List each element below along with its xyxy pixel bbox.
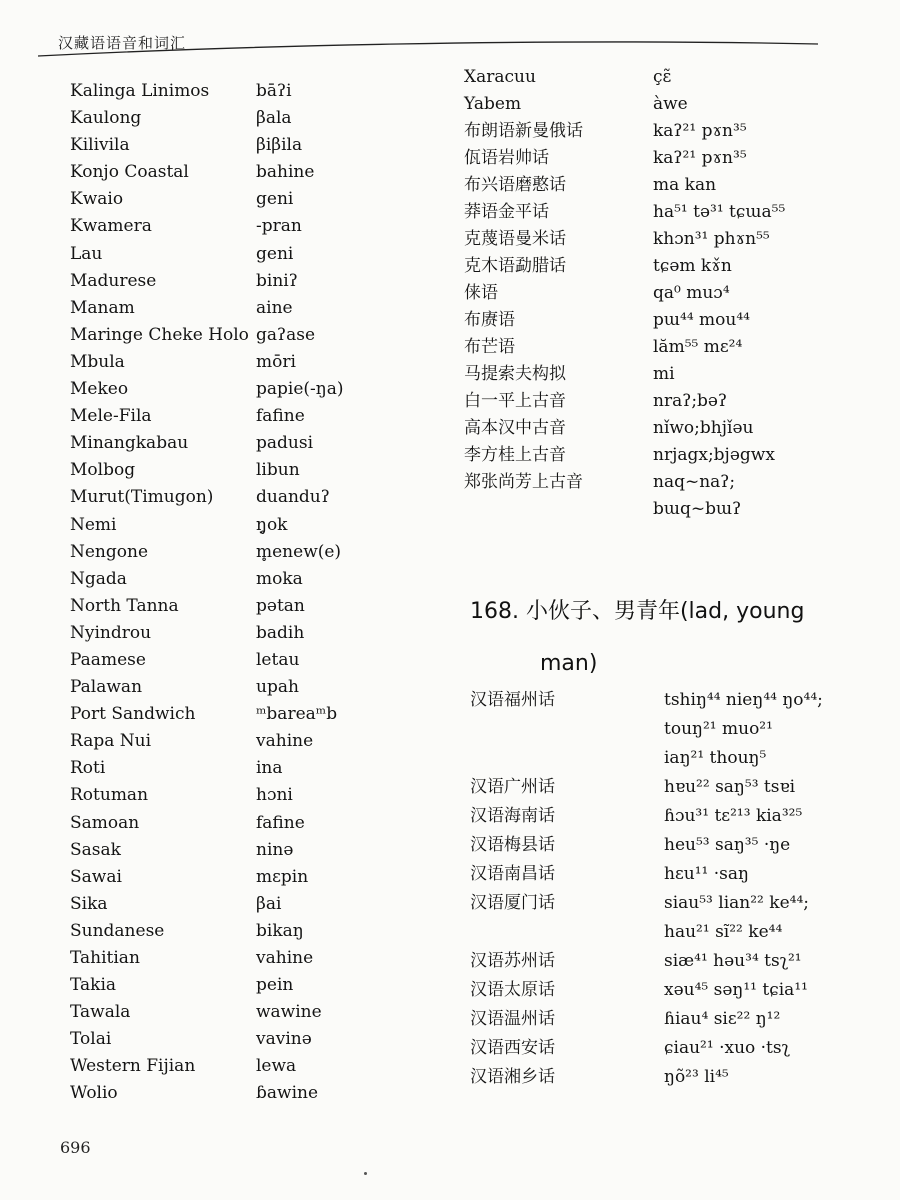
language-name: Xaracuu bbox=[464, 67, 536, 87]
entry-row bbox=[470, 686, 890, 715]
word-form: tshiŋ⁴⁴ nieŋ⁴⁴ ŋo⁴⁴; bbox=[664, 690, 823, 710]
word-form: hɔni bbox=[256, 785, 293, 806]
language-name: Takia bbox=[70, 975, 117, 996]
entry-row bbox=[70, 999, 450, 1026]
section-heading-line-1: 168. 小伙子、男青年(lad, young bbox=[470, 599, 805, 624]
word-form: iaŋ²¹ thouŋ⁵ bbox=[664, 748, 767, 768]
language-name: Mekeo bbox=[70, 379, 129, 400]
word-form: upah bbox=[256, 677, 299, 698]
language-name: 汉语西安话 bbox=[470, 1038, 555, 1058]
word-form: bikaŋ bbox=[256, 920, 304, 941]
word-form: bahine bbox=[256, 162, 315, 183]
word-form: mɛpin bbox=[256, 866, 309, 887]
entry-row bbox=[470, 1034, 890, 1063]
word-form: heu⁵³ saŋ³⁵ ·ŋe bbox=[664, 835, 791, 855]
language-name: 汉语苏州话 bbox=[470, 951, 555, 971]
entry-row bbox=[464, 496, 884, 523]
word-form: kaʔ²¹ pɤn³⁵ bbox=[653, 121, 747, 141]
word-form: letau bbox=[256, 649, 300, 670]
language-name: Kilivila bbox=[70, 135, 130, 156]
word-form: bāʔi bbox=[256, 81, 292, 101]
entry-row bbox=[70, 430, 450, 457]
entry-row bbox=[464, 388, 884, 415]
entry-row bbox=[464, 361, 884, 388]
language-name: Kaulong bbox=[70, 108, 142, 129]
page-header bbox=[0, 0, 900, 56]
entry-row bbox=[470, 947, 890, 976]
language-name: Nyindrou bbox=[70, 622, 152, 643]
entry-row bbox=[470, 831, 890, 860]
word-form: papie(-ŋa) bbox=[256, 379, 344, 400]
word-form: qa⁰ muɔ⁴ bbox=[653, 283, 730, 303]
word-form: duanduʔ bbox=[256, 487, 330, 508]
language-name: Wolio bbox=[70, 1083, 118, 1104]
word-form: vahine bbox=[256, 731, 314, 752]
language-name: 佤语岩帅话 bbox=[464, 148, 549, 168]
entry-row bbox=[70, 972, 450, 999]
section-heading-168 bbox=[470, 586, 870, 690]
word-form: ɦiau⁴ siɛ²² ŋ¹² bbox=[664, 1009, 781, 1029]
entry-row bbox=[464, 442, 884, 469]
entry-row bbox=[470, 715, 890, 744]
word-form: ŋõ²³ li⁴⁵ bbox=[664, 1067, 729, 1087]
entry-row bbox=[70, 376, 450, 403]
language-name: Samoan bbox=[70, 812, 140, 833]
word-form: lăm⁵⁵ mɛ²⁴ bbox=[653, 337, 743, 357]
entry-row bbox=[70, 566, 450, 593]
word-form: fafine bbox=[256, 406, 305, 427]
language-name: Madurese bbox=[70, 270, 157, 291]
entry-row bbox=[464, 91, 884, 118]
entry-row bbox=[464, 469, 884, 496]
entry-row bbox=[70, 241, 450, 268]
language-name: Molbog bbox=[70, 460, 136, 481]
language-name: Mbula bbox=[70, 351, 125, 372]
language-name: 布赓语 bbox=[464, 310, 515, 330]
entry-row bbox=[470, 744, 890, 773]
word-form: tɕəm kɤ̌n bbox=[653, 256, 732, 276]
word-form: naq~naʔ; bbox=[653, 472, 736, 492]
entry-row bbox=[470, 918, 890, 947]
word-form: biniʔ bbox=[256, 270, 298, 291]
entry-row bbox=[70, 647, 450, 674]
word-form: lewa bbox=[256, 1056, 297, 1077]
language-name: Nengone bbox=[70, 541, 149, 562]
word-form: geni bbox=[256, 243, 294, 264]
entry-row bbox=[464, 145, 884, 172]
entry-row bbox=[70, 864, 450, 891]
word-form: libun bbox=[256, 460, 300, 481]
entry-row bbox=[70, 593, 450, 620]
entry-row bbox=[70, 810, 450, 837]
language-name: 汉语温州话 bbox=[470, 1009, 555, 1029]
word-form: ha⁵¹ tə³¹ tɕɯa⁵⁵ bbox=[653, 202, 786, 222]
entry-row bbox=[70, 918, 450, 945]
entry-row bbox=[70, 512, 450, 539]
entry-row bbox=[70, 105, 450, 132]
word-form: hɐu²² saŋ⁵³ tsɐi bbox=[664, 777, 796, 797]
entry-row bbox=[464, 226, 884, 253]
entry-row bbox=[464, 172, 884, 199]
language-name: 汉语福州话 bbox=[470, 690, 555, 710]
stray-mark bbox=[364, 1172, 367, 1175]
language-name: 克蔑语曼米话 bbox=[464, 229, 566, 249]
word-form: badih bbox=[256, 622, 305, 643]
language-name: 汉语梅县话 bbox=[470, 835, 555, 855]
language-name: Rotuman bbox=[70, 785, 149, 806]
language-name: Paamese bbox=[70, 649, 146, 670]
page-number: 696 bbox=[60, 1138, 91, 1157]
word-form: ma kan bbox=[653, 175, 717, 195]
word-form: pɯ⁴⁴ mou⁴⁴ bbox=[653, 310, 750, 330]
entry-row bbox=[70, 268, 450, 295]
language-name: 汉语南昌话 bbox=[470, 864, 555, 884]
entry-row bbox=[464, 415, 884, 442]
language-name: 高本汉中古音 bbox=[464, 418, 566, 438]
language-name: Sasak bbox=[70, 839, 121, 860]
entry-row bbox=[70, 1026, 450, 1053]
word-form: βai bbox=[256, 893, 282, 914]
language-name: Sawai bbox=[70, 866, 122, 887]
word-form: ɓawine bbox=[256, 1083, 319, 1104]
word-form: wawine bbox=[256, 1002, 322, 1023]
language-name: Ngada bbox=[70, 568, 127, 589]
word-form: hɛu¹¹ ·saŋ bbox=[664, 864, 749, 884]
entry-row bbox=[470, 1063, 890, 1092]
language-name: 克木语勐腊话 bbox=[464, 256, 566, 276]
language-name: Sika bbox=[70, 893, 108, 914]
language-name: 马提索夫构拟 bbox=[464, 364, 566, 384]
entry-row bbox=[470, 1005, 890, 1034]
entry-row bbox=[70, 349, 450, 376]
word-form: çɛ̃ bbox=[653, 67, 672, 87]
entry-row bbox=[70, 674, 450, 701]
language-name: Nemi bbox=[70, 514, 117, 535]
word-form: touŋ²¹ muo²¹ bbox=[664, 719, 773, 739]
language-name: Tahitian bbox=[70, 948, 140, 968]
entry-row bbox=[464, 64, 884, 91]
word-form: bɯq~bɯʔ bbox=[653, 499, 742, 519]
word-form: ŋ̥ok bbox=[256, 514, 288, 535]
entry-row bbox=[70, 457, 450, 484]
entry-row bbox=[70, 945, 450, 972]
word-form: m̥enew(e) bbox=[256, 541, 342, 562]
language-name: Port Sandwich bbox=[70, 704, 196, 725]
word-form: geni bbox=[256, 189, 294, 210]
word-form: vahine bbox=[256, 948, 314, 968]
language-name: North Tanna bbox=[70, 595, 179, 616]
word-form: vavinə bbox=[256, 1029, 312, 1050]
language-list-left bbox=[70, 78, 450, 1108]
entry-row bbox=[70, 186, 450, 213]
entry-row bbox=[70, 484, 450, 511]
language-name: 俫语 bbox=[464, 283, 498, 303]
entry-row bbox=[70, 78, 450, 105]
word-form: βiβila bbox=[256, 135, 303, 156]
word-form: aine bbox=[256, 297, 293, 318]
entry-row bbox=[464, 118, 884, 145]
entry-row bbox=[464, 307, 884, 334]
entry-row bbox=[70, 322, 450, 349]
language-list-right-top bbox=[464, 64, 884, 523]
entry-row bbox=[70, 1080, 450, 1107]
language-name: Lau bbox=[70, 243, 103, 264]
language-name: Minangkabau bbox=[70, 433, 189, 454]
entry-row bbox=[70, 891, 450, 918]
language-name: Palawan bbox=[70, 677, 143, 698]
language-name: Murut(Timugon) bbox=[70, 487, 214, 508]
language-name: 汉语太原话 bbox=[470, 980, 555, 1000]
entry-row bbox=[70, 728, 450, 755]
word-form: mi bbox=[653, 364, 675, 384]
entry-row bbox=[70, 159, 450, 186]
word-form: mōri bbox=[256, 351, 296, 372]
language-name: 汉语厦门话 bbox=[470, 893, 555, 913]
entry-row bbox=[70, 295, 450, 322]
word-form: nǐwo;bhjǐəu bbox=[653, 418, 754, 438]
language-name: 汉语广州话 bbox=[470, 777, 555, 797]
entry-row bbox=[470, 889, 890, 918]
word-form: gaʔase bbox=[256, 324, 316, 345]
word-form: siæ⁴¹ həu³⁴ tsʅ²¹ bbox=[664, 951, 802, 971]
word-form: khɔn³¹ phɤn⁵⁵ bbox=[653, 229, 770, 249]
language-name: Western Fijian bbox=[70, 1056, 196, 1077]
entry-row bbox=[70, 403, 450, 430]
language-name: Konjo Coastal bbox=[70, 162, 189, 183]
word-form: ɕiau²¹ ·xuo ·tsʅ bbox=[664, 1038, 790, 1058]
word-form: hau²¹ sĩ²² ke⁴⁴ bbox=[664, 922, 783, 942]
language-name: 汉语海南话 bbox=[470, 806, 555, 826]
language-name: 郑张尚芳上古音 bbox=[464, 472, 583, 492]
entry-row bbox=[470, 976, 890, 1005]
entry-row bbox=[70, 701, 450, 728]
word-form: àwe bbox=[653, 94, 688, 114]
language-name: 莽语金平话 bbox=[464, 202, 549, 222]
word-form: fafine bbox=[256, 812, 305, 833]
word-form: nraʔ;bəʔ bbox=[653, 391, 728, 411]
entry-row bbox=[70, 837, 450, 864]
entry-row bbox=[70, 213, 450, 240]
section-heading-line-2: man) bbox=[540, 651, 598, 676]
word-form: ina bbox=[256, 758, 283, 779]
language-name: Kwaio bbox=[70, 189, 124, 210]
language-name: 汉语湘乡话 bbox=[470, 1067, 555, 1087]
entry-row bbox=[70, 132, 450, 159]
language-name: 布芒语 bbox=[464, 337, 515, 357]
language-name: Kwamera bbox=[70, 216, 152, 237]
word-form: ɦɔu³¹ tɛ²¹³ kia³²⁵ bbox=[664, 806, 803, 826]
language-name: Maringe Cheke Holo bbox=[70, 324, 249, 345]
word-form: siau⁵³ lian²² ke⁴⁴; bbox=[664, 893, 809, 913]
language-name: 白一平上古音 bbox=[464, 391, 566, 411]
word-form: -pran bbox=[256, 216, 302, 237]
language-name: 布兴语磨憨话 bbox=[464, 175, 566, 195]
word-form: padusi bbox=[256, 433, 314, 454]
word-form: ᵐbareaᵐb bbox=[256, 704, 338, 725]
entry-row bbox=[70, 782, 450, 809]
entry-row bbox=[464, 199, 884, 226]
entry-row bbox=[70, 1053, 450, 1080]
word-form: pein bbox=[256, 975, 294, 996]
language-list-right-bottom bbox=[470, 686, 890, 1092]
language-name: Mele-Fila bbox=[70, 406, 152, 427]
language-name: Tawala bbox=[70, 1002, 131, 1023]
entry-row bbox=[70, 620, 450, 647]
entry-row bbox=[470, 860, 890, 889]
language-name: Roti bbox=[70, 758, 106, 779]
word-form: nrjagx;bjəgwx bbox=[653, 445, 775, 465]
running-header-title: 汉藏语语音和词汇 bbox=[58, 34, 187, 52]
language-name: 布朗语新曼俄话 bbox=[464, 121, 583, 141]
entry-row bbox=[464, 334, 884, 361]
word-form: kaʔ²¹ pɤn³⁵ bbox=[653, 148, 747, 168]
word-form: moka bbox=[256, 568, 303, 589]
entry-row bbox=[464, 280, 884, 307]
word-form: ninə bbox=[256, 839, 294, 860]
language-name: Tolai bbox=[70, 1029, 112, 1050]
entry-row bbox=[70, 755, 450, 782]
language-name: Rapa Nui bbox=[70, 731, 152, 752]
entry-row bbox=[470, 802, 890, 831]
word-form: pətan bbox=[256, 595, 305, 616]
language-name: Yabem bbox=[464, 94, 522, 114]
entry-row bbox=[464, 253, 884, 280]
language-name: Manam bbox=[70, 297, 135, 318]
entry-row bbox=[70, 539, 450, 566]
language-name: Kalinga Linimos bbox=[70, 81, 210, 101]
word-form: βala bbox=[256, 108, 292, 129]
entry-row bbox=[470, 773, 890, 802]
word-form: xəu⁴⁵ səŋ¹¹ tɕia¹¹ bbox=[664, 980, 808, 1000]
language-name: Sundanese bbox=[70, 920, 165, 941]
language-name: 李方桂上古音 bbox=[464, 445, 566, 465]
